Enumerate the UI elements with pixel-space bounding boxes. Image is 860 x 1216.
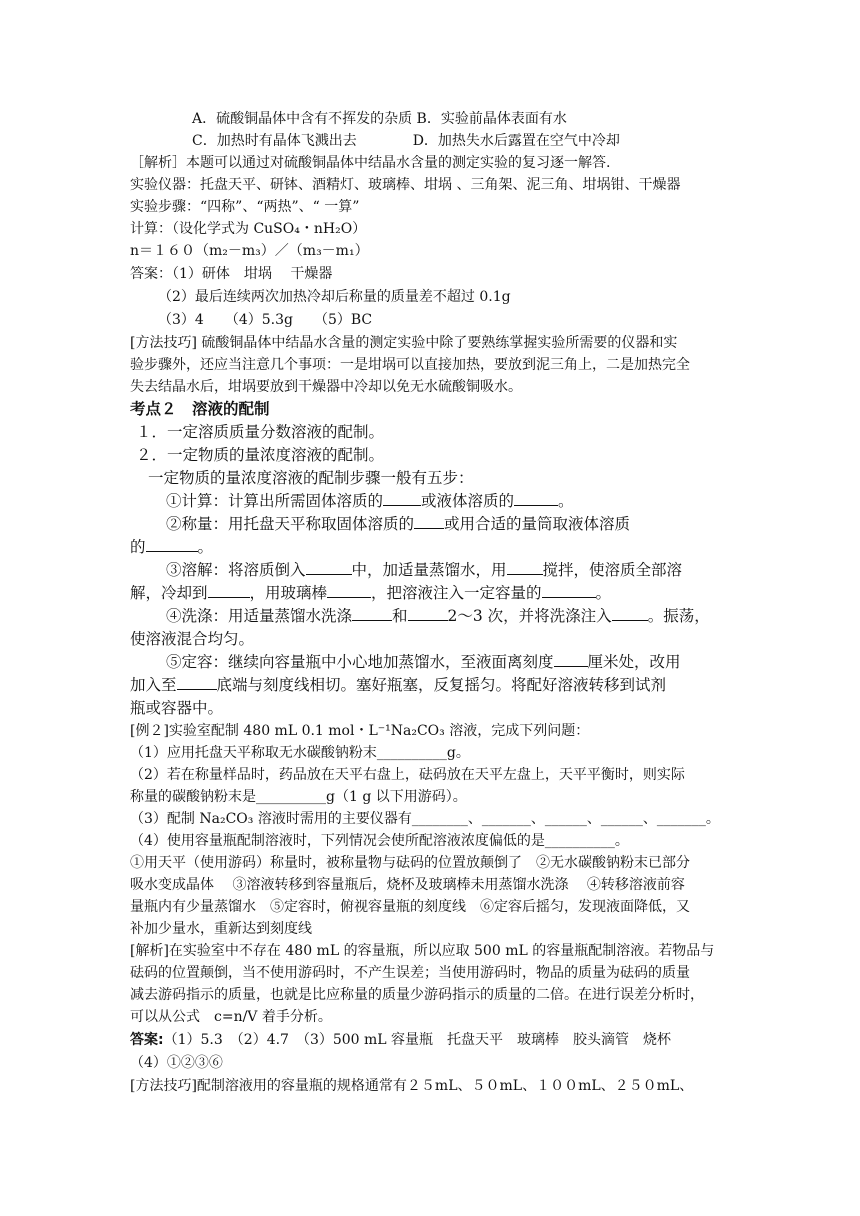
step-fix-volume-cont: 加入至 底端与刻度线相切。塞好瓶塞，反复摇匀。将配好溶液转移到试剂 — [130, 676, 667, 694]
option-c-d: C．加热时有晶体飞溅出去 D．加热失水后露置在空气中冷却 — [192, 133, 620, 149]
question-1: （1）应用托盘天平称取无水碳酸钠粉末__________g。 — [130, 745, 470, 761]
choices-line4: 补加少量水，重新达到刻度线 — [130, 921, 312, 937]
section-heading: 考点２ 溶液的配制 — [130, 400, 270, 418]
instrument-list: 实验仪器：托盘天平、研钵、酒精灯、玻璃棒、坩埚 、三角架、泥三角、坩埚钳、干燥器 — [130, 177, 681, 193]
blank — [327, 582, 371, 598]
step-fix-volume: ⑤定容：继续向容量瓶中小心地加蒸馏水，至液面离刻度 厘米处，改用 — [166, 653, 681, 671]
analysis-line1: [解析]在实验室中不存在 480 mL 的容量瓶，所以应取 500 mL 的容量瓶配制溶液。若物品与 — [130, 943, 715, 959]
option-a-b: A．硫酸铜晶体中含有不挥发的杂质 B．实验前晶体表面有水 — [192, 111, 567, 127]
step-wash: ④洗涤：用适量蒸馏水洗涤 和 2～3 次，并将洗涤注入 。振荡， — [166, 607, 710, 625]
blank — [352, 605, 392, 621]
question-2-line2: 称量的碳酸钠粉末是__________g（1 g 以下用游码）。 — [130, 789, 467, 805]
blank — [612, 605, 648, 621]
step-weigh-cont: 的 。 — [130, 538, 214, 556]
answer-3-5: （3）4 （4）5.3g （5）BC — [158, 312, 373, 328]
answer-1: 答案：（1）研体 坩埚 干燥器 — [130, 266, 333, 282]
step-dissolve: ③溶解：将溶质倒入 中，加适量蒸馏水，用 搅拌，使溶质全部溶 — [166, 561, 683, 579]
step-fix-volume-end: 瓶或容器中。 — [130, 699, 224, 717]
choices-line1: ①用天平（使用游码）称量时，被称量物与砝码的位置放颠倒了 ②无水碳酸钠粉末已部分 — [130, 855, 690, 871]
analysis-line4: 可以从公式 c=n/V 着手分析。 — [130, 1009, 332, 1025]
answer-2: （2）最后连续两次加热冷却后称量的质量差不超过 0.1g — [158, 289, 511, 305]
step-dissolve-cont: 解，冷却到 ，用玻璃棒 ，把溶液注入一定容量的 。 — [130, 584, 612, 602]
calc-formula: n＝１６０（m₂－m₃）／（m₃－m₁） — [130, 243, 369, 259]
question-2-line1: （2）若在称量样品时，药品放在天平右盘上，砝码放在天平左盘上，天平平衡时，则实际 — [130, 767, 685, 783]
answer-line: 答案:（1）5.3 （2）4.7 （3）500 mL 容量瓶 托盘天平 玻璃棒 胶头滴管 烧杯 — [130, 1032, 672, 1048]
item-2: ２．一定物质的量浓度溶液的配制。 — [136, 446, 385, 464]
analysis-intro: ［解析］本题可以通过对硫酸铜晶体中结晶水含量的测定实验的复习逐一解答. — [130, 155, 611, 171]
item-1: １．一定溶质质量分数溶液的配制。 — [136, 423, 385, 441]
method-tip-line1: [方法技巧] 硫酸铜晶体中结晶水含量的测定实验中除了要熟练掌握实验所需要的仪器和实 — [130, 335, 678, 351]
step-weigh: ②称量：用托盘天平称取固体溶质的 或用合适的量筒取液体溶质 — [166, 515, 631, 533]
question-4: （4）使用容量瓶配制溶液时，下列情况会使所配溶液浓度偏低的是__________。 — [130, 833, 629, 849]
steps-intro: 一定物质的量浓度溶液的配制步骤一般有五步： — [148, 469, 474, 487]
calc-formula-label: 计算：（设化学式为 CuSO₄・nH₂O） — [130, 221, 367, 237]
blank — [408, 605, 448, 621]
method-tip-line2: 验步骤外，还应当注意几个事项：一是坩埚可以直接加热，要放到泥三角上，二是加热完全 — [130, 357, 690, 373]
blank — [554, 651, 588, 667]
method-tip-2: [方法技巧]配制溶液用的容量瓶的规格通常有２５mL、５０mL、１００mL、２５０mL、 — [130, 1078, 694, 1094]
analysis-line2: 砝码的位置颠倒，当不使用游码时，不产生误差；当使用游码时，物品的质量为砝码的质量 — [130, 965, 690, 981]
analysis-line3: 减去游码指示的质量，也就是比应称量的质量少游码指示的质量的二倍。在进行误差分析时， — [130, 987, 704, 1003]
example-2-title: [例２]实验室配制 480 mL 0.1 mol・L⁻¹Na₂CO₃ 溶液，完成下列问题： — [130, 723, 590, 739]
blank — [177, 674, 217, 690]
blank — [514, 490, 558, 506]
step-calc: ①计算：计算出所需固体溶质的 或液体溶质的 。 — [166, 492, 574, 510]
blank — [414, 513, 444, 529]
question-3: （3）配制 Na₂CO₃ 溶液时需用的主要仪器有________、_______、______、______、_______。 — [130, 811, 720, 827]
step-wash-cont: 使溶液混合均匀。 — [130, 630, 255, 648]
answer-line-4: （4）①②③⑥ — [130, 1055, 223, 1071]
blank — [383, 490, 421, 506]
method-tip-line3: 失去结晶水后，坩埚要放到干燥器中冷却以免无水硫酸铜吸水。 — [130, 379, 522, 395]
blank — [146, 536, 198, 552]
choices-line2: 吸水变成晶体 ③溶液转移到容量瓶后，烧杯及玻璃棒未用蒸馏水洗涤 ④转移溶液前容 — [130, 877, 685, 893]
blank — [542, 582, 596, 598]
choices-line3: 量瓶内有少量蒸馏水 ⑤定容时，俯视容量瓶的刻度线 ⑥定容后摇匀，发现液面降低，又 — [130, 899, 690, 915]
blank — [507, 559, 543, 575]
blank — [306, 559, 352, 575]
experiment-steps: 实验步骤：“四称”、“两热”、“ 一算” — [130, 199, 360, 215]
blank — [208, 582, 250, 598]
